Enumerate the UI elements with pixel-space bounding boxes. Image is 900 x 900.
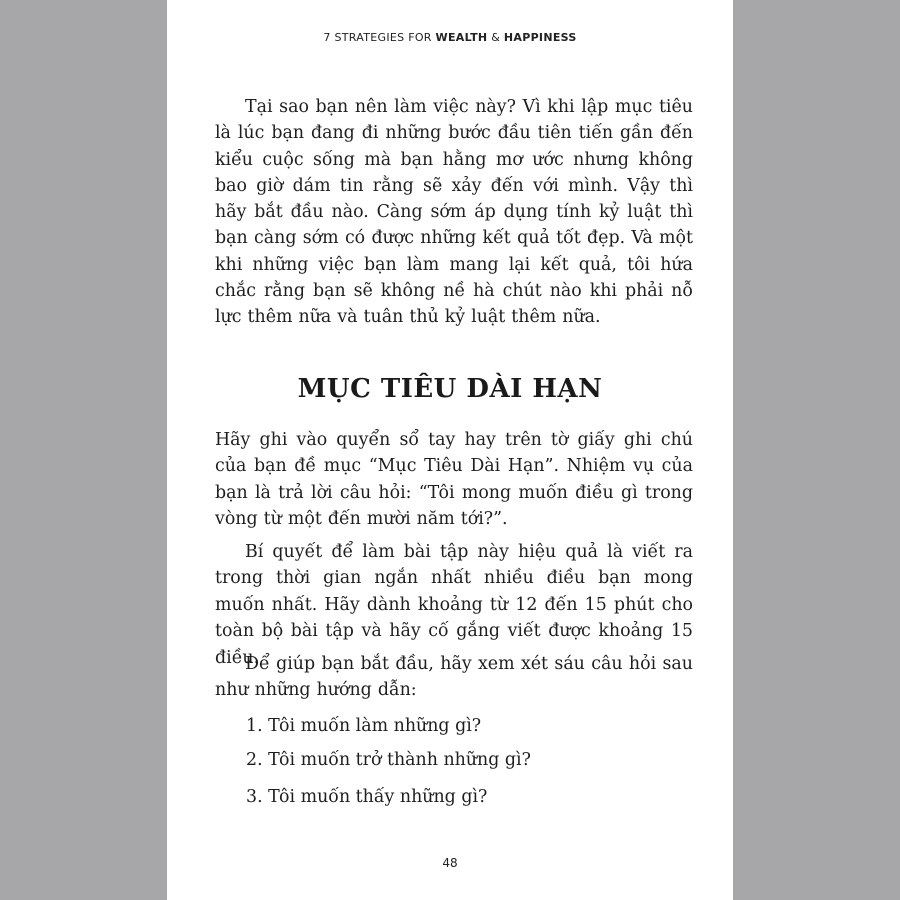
body-paragraph-intro: Tại sao bạn nên làm việc này? Vì khi lập mục tiêu là lúc bạn đang đi những bước đầu tiên tiến gần đến kiểu cuộc sống mà bạn hằng mơ ước nhưng không bao giờ dám tin rằng sẽ xảy đến với mình. Vậy thì hãy bắt đầu nào. Càng sớm áp dụng tính kỷ luật thì bạn càng sớm có được những kết quả tốt đẹp. Và một khi những việc bạn làm mang lại kết quả, tôi hứa chắc rằng bạn sẽ không nề hà chút nào khi phải nỗ lực thêm nữa và tuân thủ kỷ luật thêm nữa.	[215, 97, 693, 328]
section-heading: MỤC TIÊU DÀI HẠN	[297, 374, 603, 404]
running-header	[167, 31, 733, 44]
body-paragraph-tip: Bí quyết để làm bài tập này hiệu quả là viết ra trong thời gian ngắn nhất nhiều điều bạn mong muốn nhất. Hãy dành khoảng từ 12 đến 15 phút cho toàn bộ bài tập và hãy cố gắng viết được khoảng 15 điều.	[215, 542, 693, 668]
header-prefix: 7 STRATEGIES FOR	[323, 31, 436, 44]
body-paragraph-instructions: Hãy ghi vào quyển sổ tay hay trên tờ giấy ghi chú của bạn đề mục “Mục Tiêu Dài Hạn”. Nhiệm vụ của bạn là trả lời câu hỏi: “Tôi mong muốn điều gì trong vòng từ một đến mười năm tới?”.	[215, 430, 693, 530]
header-happiness: HAPPINESS	[503, 31, 577, 44]
header-ampersand: &	[487, 31, 504, 44]
header-wealth: WEALTH	[435, 31, 488, 44]
book-page	[167, 0, 733, 900]
question-item: 1. Tôi muốn làm những gì?	[246, 716, 482, 736]
question-item: 2. Tôi muốn trở thành những gì?	[246, 750, 531, 770]
page-number: 48	[442, 856, 458, 870]
question-item: 3. Tôi muốn thấy những gì?	[246, 787, 488, 807]
body-paragraph-guide: Để giúp bạn bắt đầu, hãy xem xét sáu câu hỏi sau như những hướng dẫn:	[215, 654, 693, 701]
